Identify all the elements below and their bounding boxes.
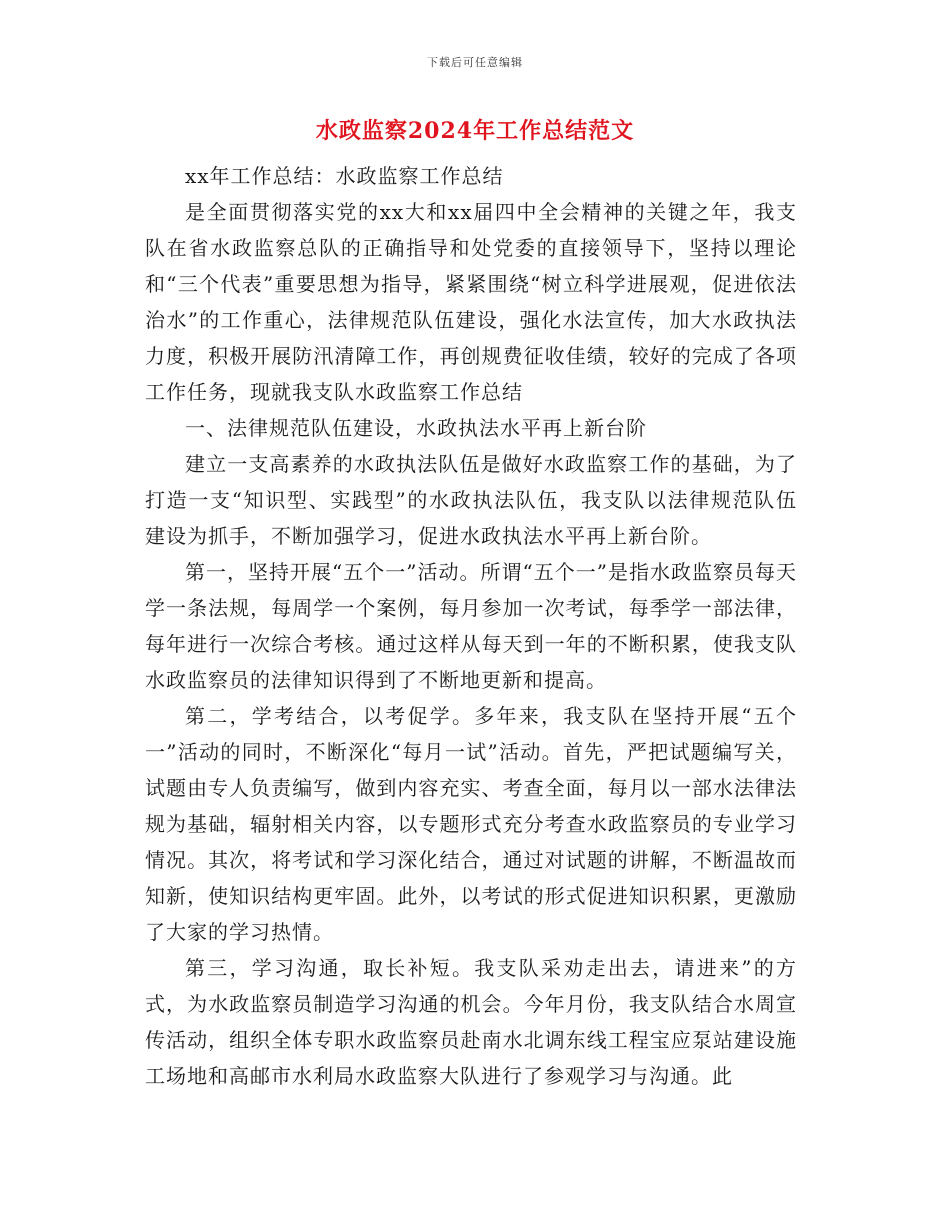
paragraph-section-intro: 建立一支高素养的水政执法队伍是做好水政监察工作的基础，为了打造一支“知识型、实践型”的水政执法队伍，我支队以法律规范队伍建设为抓手，不断加强学习，促进水政执法水平再上新台阶。 xyxy=(145,452,797,548)
section-heading-1: 一、法律规范队伍建设，水政执法水平再上新台阶 xyxy=(185,416,647,440)
document-title: 水政监察2024年工作总结范文 xyxy=(315,118,635,144)
header-note: 下载后可任意编辑 xyxy=(427,56,523,69)
paragraph-subtitle: xx年工作总结：水政监察工作总结 xyxy=(185,164,504,188)
paragraph-point-1: 第一，坚持开展“五个一”活动。所谓“五个一”是指水政监察员每天学一条法规，每周学一个案例，每月参加一次考试，每季学一部法律，每年进行一次综合考核。通过这样从每天到一年的不断积累，使我支队水政监察员的法律知识得到了不断地更新和提高。 xyxy=(145,560,797,692)
paragraph-point-2: 第二，学考结合，以考促学。多年来，我支队在坚持开展“五个一”活动的同时，不断深化“每月一试”活动。首先，严把试题编写关，试题由专人负责编写，做到内容充实、考查全面，每月以一部水法律法规为基础，辐射相关内容，以专题形式充分考查水政监察员的专业学习情况。其次，将考试和学习深化结合，通过对试题的讲解，不断温故而知新，使知识结构更牢固。此外，以考试的形式促进知识积累，更激励了大家的学习热情。 xyxy=(145,704,797,944)
paragraph-point-3: 第三，学习沟通，取长补短。我支队采劝走出去，请进来”的方式，为水政监察员制造学习沟通的机会。今年月份，我支队结合水周宣传活动，组织全体专职水政监察员赴南水北调东线工程宝应泵站建设施工场地和高邮市水利局水政监察大队进行了参观学习与沟通。此 xyxy=(145,956,797,1088)
paragraph-intro: 是全面贯彻落实党的xx大和xx届四中全会精神的关键之年，我支队在省水政监察总队的正确指导和处党委的直接领导下，坚持以理论和“三个代表”重要思想为指导，紧紧围绕“树立科学进展观，促进依法治水”的工作重心，法律规范队伍建设，强化水法宣传，加大水政执法力度，积极开展防汛清障工作，再创规费征收佳绩，较好的完成了各项工作任务，现就我支队水政监察工作总结 xyxy=(145,200,797,404)
document-body xyxy=(145,158,797,1094)
